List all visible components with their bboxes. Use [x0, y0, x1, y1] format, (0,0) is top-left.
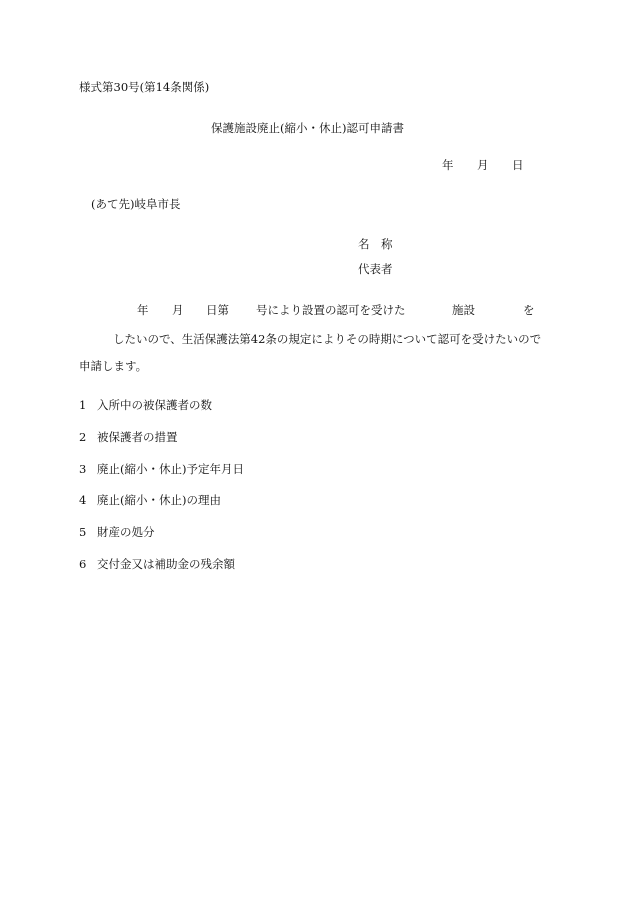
- date-day-label: 日: [512, 158, 524, 172]
- date-year-label: 年: [442, 158, 454, 172]
- item-number: 5: [79, 525, 87, 539]
- document-title: 保護施設廃止(縮小・休止)認可申請書: [211, 121, 404, 135]
- item-text: 廃止(縮小・休止)予定年月日: [97, 462, 244, 476]
- body-wo-particle: を: [523, 303, 535, 317]
- item-number: 4: [79, 493, 87, 507]
- item-text: 入所中の被保護者の数: [97, 398, 212, 412]
- body-line-3: 申請します。: [79, 359, 148, 373]
- applicant-name-label: 名 称: [358, 237, 393, 251]
- date-month-label: 月: [477, 158, 489, 172]
- form-number: 様式第30号(第14条関係): [79, 80, 210, 94]
- item-text: 廃止(縮小・休止)の理由: [97, 493, 221, 507]
- body-facility-label: 施設: [452, 303, 475, 317]
- item-text: 交付金又は補助金の残余額: [97, 557, 235, 571]
- item-text: 財産の処分: [97, 525, 155, 539]
- item-text: 被保護者の措置: [97, 430, 178, 444]
- body-day-number-label: 日第: [206, 303, 229, 317]
- item-number: 2: [79, 430, 87, 444]
- body-clause-text: 号により設置の認可を受けた: [256, 303, 406, 317]
- applicant-representative-label: 代表者: [358, 262, 393, 276]
- item-number: 6: [79, 557, 87, 571]
- item-number: 1: [79, 398, 87, 412]
- item-number: 3: [79, 462, 87, 476]
- body-month-label: 月: [172, 303, 184, 317]
- addressee: (あて先)岐阜市長: [91, 197, 181, 211]
- body-year-label: 年: [137, 303, 149, 317]
- body-line-2: したいので、生活保護法第42条の規定によりその時期について認可を受けたいので: [113, 332, 542, 346]
